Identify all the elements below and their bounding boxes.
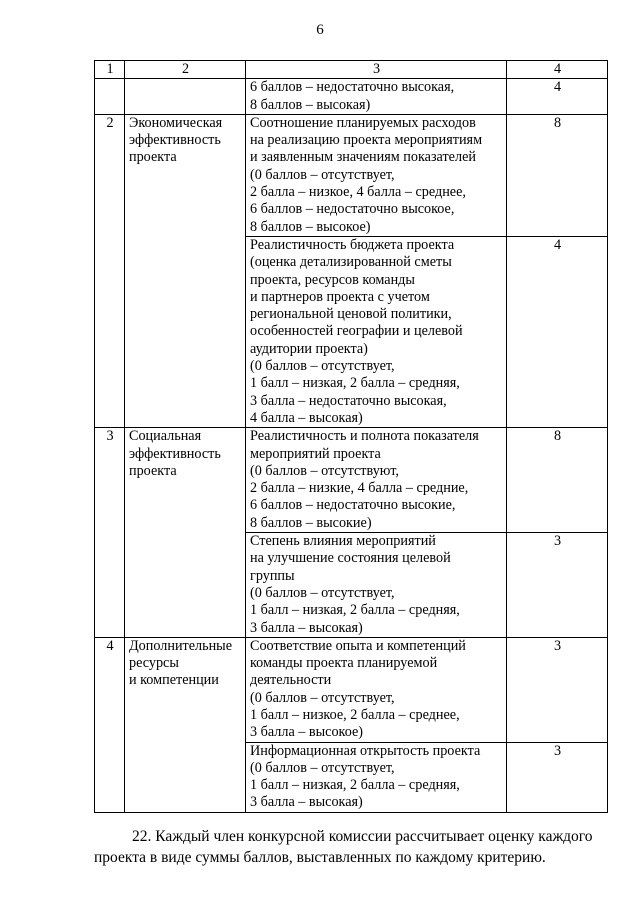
indicator-line: Реалистичность бюджета проекта: [250, 236, 455, 253]
indicator-line: 4 балла – высокая): [250, 409, 363, 426]
max-score-cell: 3: [507, 742, 608, 812]
indicator-line: 6 баллов – недостаточно высокое,: [250, 201, 455, 218]
max-score-cell: 3: [507, 533, 608, 638]
max-score-cell: 4: [507, 79, 608, 115]
indicator-line: 1 балл – низкая, 2 балла – средняя,: [250, 777, 460, 794]
indicator-line: (оценка детализированной сметы: [250, 254, 452, 271]
header-col-1: 1: [95, 61, 125, 79]
max-score-cell: 8: [507, 428, 608, 533]
indicator-line: 8 баллов – высокие): [250, 514, 372, 531]
criterion-cell: [125, 428, 246, 638]
table-header-row: [95, 61, 608, 79]
indicator-line: группы: [250, 567, 295, 584]
header-col-2: 2: [125, 61, 246, 79]
indicator-line: 1 балл – низкое, 2 балла – среднее,: [250, 706, 460, 723]
indicator-line: (0 баллов – отсутствует,: [250, 759, 395, 776]
indicator-line: Степень влияния мероприятий: [250, 533, 436, 550]
indicator-line: 6 баллов – недостаточно высокие,: [250, 497, 456, 514]
criterion-line: Дополнительные: [129, 637, 233, 654]
criterion-line: Экономическая: [129, 114, 223, 131]
criteria-table-body: [95, 61, 608, 813]
indicator-line: на улучшение состояния целевой: [250, 550, 451, 567]
indicator-line: и партнеров проекта с учетом: [250, 288, 430, 305]
paragraph-22-line-2: проекта в виде суммы баллов, выставленных по каждому критерию.: [94, 849, 546, 866]
indicator-line: и заявленным значениям показателей: [250, 149, 476, 166]
indicator-cell: [246, 236, 507, 427]
indicator-line: 3 балла – высокая): [250, 794, 363, 811]
indicator-cell: [246, 79, 507, 115]
indicator-line: на реализацию проекта мероприятиям: [250, 132, 483, 149]
indicator-cell: [246, 114, 507, 236]
paragraph-22-line-1: 22. Каждый член конкурсной комиссии рассчитывает оценку каждого: [132, 828, 593, 845]
table-row: [95, 79, 608, 115]
row-number-cell: 4: [95, 637, 125, 812]
indicator-line: (0 баллов – отсутствует,: [250, 584, 395, 601]
criterion-line: эффективность: [129, 445, 221, 462]
indicator-line: мероприятий проекта: [250, 445, 381, 462]
indicator-line: 1 балл – низкая, 2 балла – средняя,: [250, 602, 460, 619]
criterion-line: проекта: [129, 149, 177, 166]
row-number-cell: 3: [95, 428, 125, 638]
criterion-cell: [125, 79, 246, 115]
indicator-line: 1 балл – низкая, 2 балла – средняя,: [250, 375, 460, 392]
criteria-table: [94, 60, 608, 813]
indicator-line: 3 балла – высокая): [250, 619, 363, 636]
table-row: [95, 428, 608, 533]
indicator-line: 6 баллов – недостаточно высокая,: [250, 79, 455, 96]
header-col-3: 3: [246, 61, 507, 79]
indicator-line: (0 баллов – отсутствует,: [250, 689, 395, 706]
indicator-line: (0 баллов – отсутствует,: [250, 358, 395, 375]
criterion-line: ресурсы: [129, 655, 179, 672]
table-row: [95, 637, 608, 742]
indicator-line: проекта, ресурсов команды: [250, 271, 415, 288]
indicator-line: (0 баллов – отсутствуют,: [250, 462, 399, 479]
indicator-line: 8 баллов – высокое): [250, 218, 371, 235]
indicator-line: 2 балла – низкие, 4 балла – средние,: [250, 480, 469, 497]
indicator-cell: [246, 428, 507, 533]
max-score-cell: 3: [507, 637, 608, 742]
indicator-line: (0 баллов – отсутствует,: [250, 166, 395, 183]
indicator-line: команды проекта планируемой: [250, 655, 438, 672]
indicator-line: Информационная открытость проекта: [250, 742, 481, 759]
indicator-line: Соответствие опыта и компетенций: [250, 637, 466, 654]
row-number-cell: 2: [95, 114, 125, 427]
criterion-line: эффективность: [129, 132, 221, 149]
criterion-line: проекта: [129, 462, 177, 479]
indicator-line: 3 балла – недостаточно высокая,: [250, 392, 447, 409]
indicator-line: Соотношение планируемых расходов: [250, 114, 476, 131]
criterion-cell: [125, 114, 246, 427]
indicator-cell: [246, 637, 507, 742]
criterion-line: Социальная: [129, 428, 202, 445]
criterion-line: и компетенции: [129, 672, 219, 689]
indicator-line: 2 балла – низкое, 4 балла – среднее,: [250, 184, 466, 201]
indicator-line: особенностей географии и целевой: [250, 323, 463, 340]
indicator-line: 8 баллов – высокая): [250, 96, 371, 113]
indicator-cell: [246, 533, 507, 638]
indicator-cell: [246, 742, 507, 812]
indicator-line: региональной ценовой политики,: [250, 306, 452, 323]
table-row: [95, 114, 608, 236]
row-number-cell: [95, 79, 125, 115]
header-col-4: 4: [507, 61, 608, 79]
indicator-line: деятельности: [250, 672, 332, 689]
criterion-cell: [125, 637, 246, 812]
indicator-line: Реалистичность и полнота показателя: [250, 428, 479, 445]
max-score-cell: 4: [507, 236, 608, 427]
indicator-line: 3 балла – высокое): [250, 724, 364, 741]
indicator-line: аудитории проекта): [250, 340, 368, 357]
max-score-cell: 8: [507, 114, 608, 236]
page-number: 6: [316, 22, 324, 38]
